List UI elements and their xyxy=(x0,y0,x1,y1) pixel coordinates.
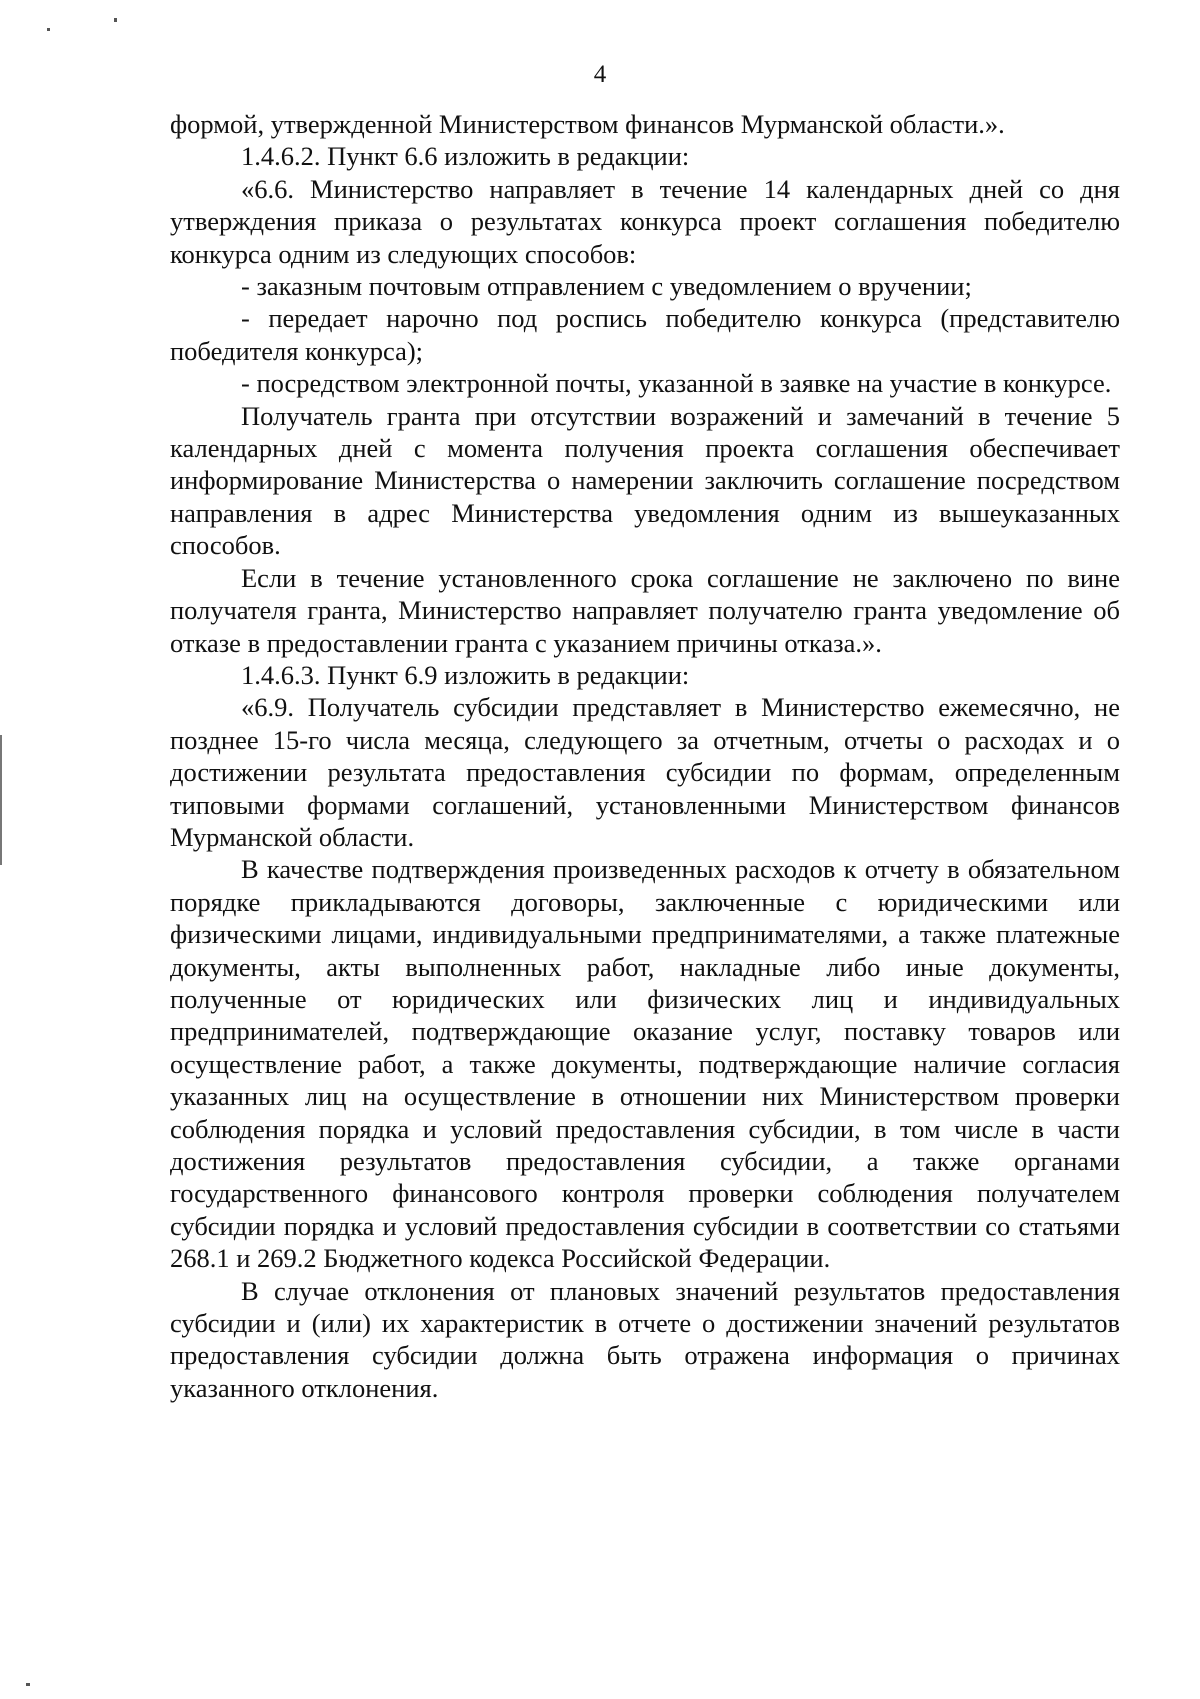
scan-dot xyxy=(26,1683,30,1686)
scan-dot xyxy=(114,18,117,22)
paragraph: «6.6. Министерство направляет в течение 14 календарных дней со дня утверждения приказа о результатах конкурса проект соглашения победителю конкурса одним из следующих способов: xyxy=(170,173,1120,269)
scan-dot xyxy=(47,28,50,31)
paragraph: В качестве подтверждения произведенных расходов к отчету в обязательном порядке прикладываются договоры, заключенные с юридическими или физическими лицами, индивидуальными предпринимателями, а также платежные документы, акты выполненных работ, накладные либо иные документы, полученные от юридических или физических лиц и индивидуальных предпринимателей, подтверждающие оказание услуг, поставку товаров или осуществление работ, а также документы, подтверждающие наличие согласия указанных лиц на осуществление в отношении них Министерством проверки соблюдения порядка и условий предоставления субсидии, в том числе в части достижения результатов предоставления субсидии, а также органами государственного финансового контроля проверки соблюдения получателем субсидии порядка и условий предоставления субсидии в соответствии со статьями 268.1 и 269.2 Бюджетного кодекса Российской Федерации. xyxy=(170,854,1120,1274)
list-item: - посредством электронной почты, указанной в заявке на участие в конкурсе. xyxy=(241,368,1112,399)
paragraph: формой, утвержденной Министерством финансов Мурманской области.». xyxy=(170,109,1005,139)
paragraph: В случае отклонения от плановых значений результатов предоставления субсидии и (или) их характеристик в отчете о достижении значений результатов предоставления субсидии должна быть отражена информация о причинах указанного отклонения. xyxy=(170,1275,1120,1403)
scan-edge-line xyxy=(0,735,2,865)
list-item: - заказным почтовым отправлением с уведомлением о вручении; xyxy=(241,271,972,302)
paragraph: 1.4.6.3. Пункт 6.9 изложить в редакции: xyxy=(241,659,690,690)
paragraph: «6.9. Получатель субсидии представляет в Министерство ежемесячно, не позднее 15-го числа месяца, следующего за отчетным, отчеты о расходах и о достижении результата предоставления субсидии по формам, определенным типовыми формами соглашений, установленными Министерством финансов Мурманской области. xyxy=(170,692,1120,852)
paragraph: 1.4.6.2. Пункт 6.6 изложить в редакции: xyxy=(241,141,690,172)
paragraph: Получатель гранта при отсутствии возражений и замечаний в течение 5 календарных дней с момента получения проекта соглашения обеспечивает информирование Министерства о намерении заключить соглашение посредством направления в адрес Министерства уведомления одним из вышеуказанных способов. xyxy=(170,400,1120,561)
document-body xyxy=(170,108,1120,1404)
page-number: 4 xyxy=(593,61,607,88)
list-item: - передает нарочно под роспись победителю конкурса (представителю победителя конкурса); xyxy=(170,303,1120,366)
paragraph: Если в течение установленного срока соглашение не заключено по вине получателя гранта, Министерство направляет получателю гранта уведомление об отказе в предоставлении гранта с указанием причины отказа.». xyxy=(170,562,1120,658)
